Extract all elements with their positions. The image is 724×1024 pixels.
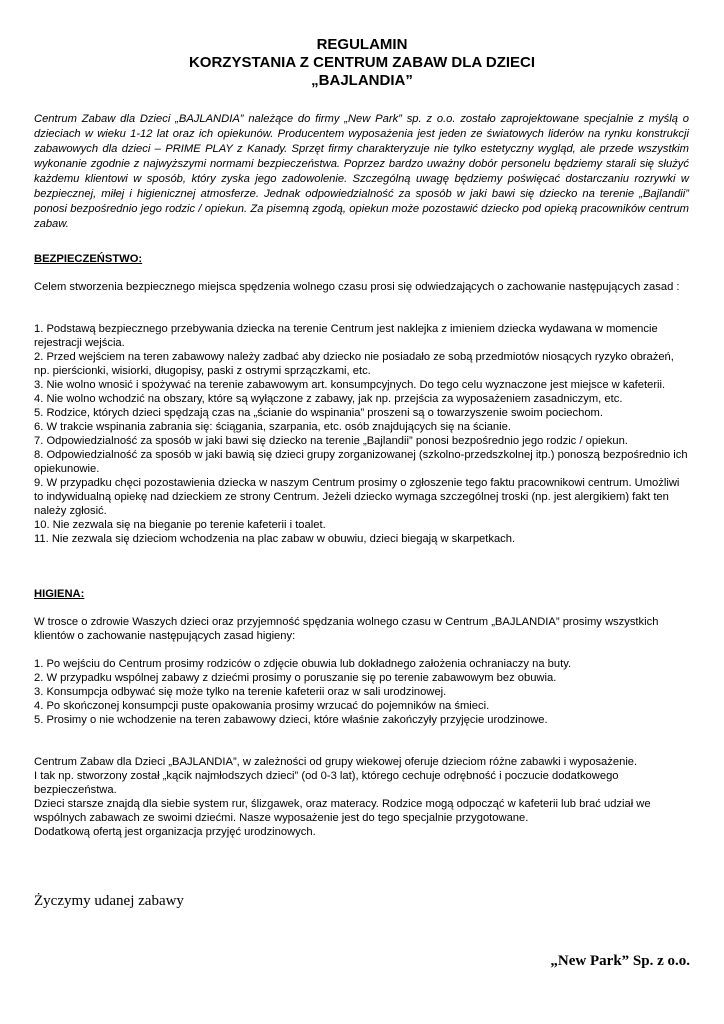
safety-rules-list xyxy=(34,322,689,546)
hygiene-rules-list xyxy=(34,657,689,727)
safety-rule-11: 11. Nie zezwala się dzieciom wchodzenia na plac zabaw w obuwiu, dzieci biegają w skarpetkach. xyxy=(34,533,516,545)
hygiene-rule-2: 2. W przypadku wspólnej zabawy z dziećmi prosimy o poruszanie się po terenie zabawowym bez obuwia. xyxy=(34,672,557,684)
safety-rule-1: 1. Podstawą bezpiecznego przebywania dziecka na terenie Centrum jest naklejka z imieniem dziecka wydawana w momencie rejestracji wejścia. xyxy=(34,323,658,349)
intro-paragraph: Centrum Zabaw dla Dzieci „BAJLANDIA” należące do firmy „New Park” sp. z o.o. zostało zaprojektowane specjalnie z myślą o dzieciach w wieku 1-12 lat oraz ich opiekunów. Producentem wyposażenia jest jeden ze światowych liderów na rynku konstrukcji zabawowych dla dzieci – PRIME PLAY z Kanady. Sprzęt firmy charakteryzuje nie tylko estetyczny wygląd, ale przede wszystkim wykonanie zgodnie z najwyższymi normami bezpieczeństwa. Poprzez bardzo uważny dobór personelu będziemy starali się służyć każdemu klientowi w sposób, który zyska jego zadowolenie. Szczególną uwagę będziemy poświęcać dostarczaniu rozrywki w bezpiecznej, miłej i higienicznej atmosferze. Jednak odpowiedzialność za sposób w jaki bawi się dziecko na terenie „Bajlandii” ponosi bezpośrednio jego rodzic / opiekun. Za pisemną zgodą, opiekun może pozostawić dziecko pod opieką pracowników centrum zabaw. xyxy=(34,113,689,230)
hygiene-rule-1: 1. Po wejściu do Centrum prosimy rodziców o zdjęcie obuwia lub dokładnego założenia ochraniaczy na buty. xyxy=(34,658,572,670)
safety-rule-8: 8. Odpowiedzialność za sposób w jaki bawią się dzieci grupy zorganizowanej (szkolno-przedszkolnej itp.) ponoszą bezpośrednio ich opiekunowie. xyxy=(34,449,688,475)
safety-rule-6: 6. W trakcie wspinania zabrania się: ściągania, szarpania, etc. osób znajdujących się na ścianie. xyxy=(34,421,511,433)
hygiene-rule-3: 3. Konsumpcja odbywać się może tylko na terenie kafeterii oraz w sali urodzinowej. xyxy=(34,686,447,698)
hygiene-heading: HIGIENA: xyxy=(34,588,85,600)
hygiene-rule-4: 4. Po skończonej konsumpcji puste opakowania prosimy wrzucać do pojemników na śmieci. xyxy=(34,700,490,712)
title-line-3: „BAJLANDIA” xyxy=(311,72,413,89)
safety-rule-2: 2. Przed wejściem na teren zabawowy należy zadbać aby dziecko nie posiadało ze sobą przedmiotów niosących ryzyko obrażeń, np. pierścionki, wisiorki, długopisy, paski z ostrymi sprzączkami, etc. xyxy=(34,351,674,377)
offer-paragraph-4: Dodatkową ofertą jest organizacja przyjęć urodzinowych. xyxy=(34,826,316,838)
company-signature: „New Park” Sp. z o.o. xyxy=(550,953,690,969)
safety-rule-7: 7. Odpowiedzialność za sposób w jaki bawi się dziecko na terenie „Bajlandii” ponosi bezpośrednio jego rodzic / opiekun. xyxy=(34,435,628,447)
hygiene-rule-5: 5. Prosimy o nie wchodzenie na teren zabawowy dzieci, które właśnie zakończyły przyjęcie urodzinowe. xyxy=(34,714,548,726)
closing-wish: Życzymy udanej zabawy xyxy=(34,893,184,909)
safety-rule-9: 9. W przypadku chęci pozostawienia dziecka w naszym Centrum prosimy o zgłoszenie tego faktu pracownikowi centrum. Umożliwi to indywidualną opiekę nad dzieckiem ze strony Centrum. Jeżeli dziecko wymaga szczególnej troski (np. jest alergikiem) fakt ten należy zgłosić. xyxy=(34,477,680,517)
title-line-2: KORZYSTANIA Z CENTRUM ZABAW DLA DZIECI xyxy=(188,54,536,71)
offer-section xyxy=(34,755,689,839)
document-title xyxy=(0,36,724,90)
safety-lead: Celem stworzenia bezpiecznego miejsca spędzenia wolnego czasu prosi się odwiedzających o zachowanie następujących zasad : xyxy=(34,281,680,293)
offer-paragraph-1: Centrum Zabaw dla Dzieci „BAJLANDIA”, w zależności od grupy wiekowej oferuje dzieciom różne zabawki i wyposażenie. xyxy=(34,756,638,768)
hygiene-lead: W trosce o zdrowie Waszych dzieci oraz przyjemność spędzania wolnego czasu w Centrum „BAJLANDIA” prosimy wszystkich klientów o zachowanie następujących zasad higieny: xyxy=(34,616,659,642)
safety-rule-10: 10. Nie zezwala się na bieganie po terenie kafeterii i toalet. xyxy=(34,519,326,531)
offer-paragraph-2: I tak np. stworzony został „kącik najmłodszych dzieci” (od 0-3 lat), którego cechuje odrębność i poczucie dodatkowego bezpieczeństwa. xyxy=(34,770,619,796)
offer-paragraph-3: Dzieci starsze znajdą dla siebie system rur, ślizgawek, oraz materacy. Rodzice mogą odpocząć w kafeterii lub brać udział we wspólnych zabawach ze swoimi dziećmi. Nasze wyposażenie jest do tego specjalnie przygotowane. xyxy=(34,798,651,824)
safety-heading: BEZPIECZEŃSTWO: xyxy=(34,253,143,265)
safety-rule-3: 3. Nie wolno wnosić i spożywać na terenie zabawowym art. konsumpcyjnych. Do tego celu wyznaczone jest miejsce w kafeterii. xyxy=(34,379,666,391)
title-line-1: REGULAMIN xyxy=(316,36,408,53)
safety-rule-4: 4. Nie wolno wchodzić na obszary, które są wyłączone z zabawy, jak np. przejścia za wyposażeniem zasadniczym, etc. xyxy=(34,393,623,405)
safety-rule-5: 5. Rodzice, których dzieci spędzają czas na „ścianie do wspinania” proszeni są o towarzyszenie swoim pociechom. xyxy=(34,407,603,419)
